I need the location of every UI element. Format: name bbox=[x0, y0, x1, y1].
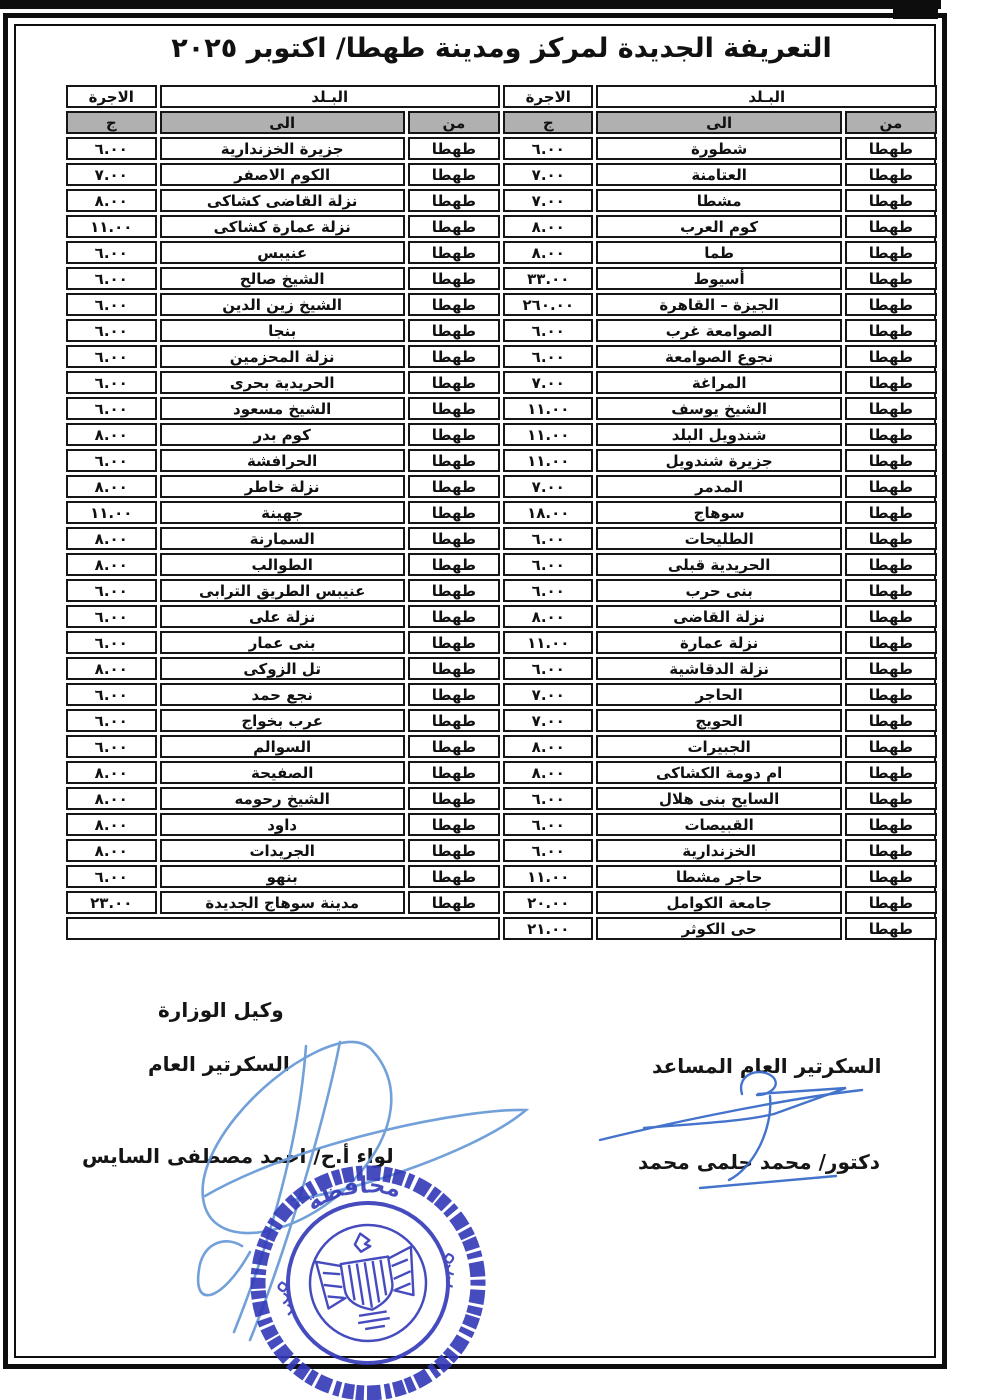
origin-cell: طهطا bbox=[408, 241, 500, 264]
destination-cell: المراغة bbox=[596, 371, 841, 394]
origin-cell: طهطا bbox=[845, 917, 937, 940]
origin-cell: طهطا bbox=[845, 137, 937, 160]
origin-cell: طهطا bbox=[845, 865, 937, 888]
from-header-left: من bbox=[408, 111, 500, 134]
fare-cell: ٨.٠٠ bbox=[66, 657, 157, 680]
destination-cell: السمارنة bbox=[160, 527, 405, 550]
destination-cell: الحريدية قبلى bbox=[596, 553, 841, 576]
origin-cell: طهطا bbox=[408, 553, 500, 576]
origin-cell: طهطا bbox=[408, 891, 500, 914]
origin-cell: طهطا bbox=[408, 397, 500, 420]
fare-cell: ١١.٠٠ bbox=[503, 865, 593, 888]
destination-cell: نزلة الدقاشية bbox=[596, 657, 841, 680]
fare-cell: ٨.٠٠ bbox=[66, 787, 157, 810]
origin-cell: طهطا bbox=[845, 657, 937, 680]
fare-cell: ٨.٠٠ bbox=[503, 735, 593, 758]
origin-cell: طهطا bbox=[408, 345, 500, 368]
origin-cell: طهطا bbox=[408, 657, 500, 680]
destination-cell: السايح بنى هلال bbox=[596, 787, 841, 810]
fare-cell: ٦.٠٠ bbox=[503, 137, 593, 160]
origin-cell: طهطا bbox=[845, 761, 937, 784]
table-row bbox=[66, 189, 937, 212]
undersecretary-title: وكيل الوزارة bbox=[158, 998, 284, 1022]
destination-cell: بنجا bbox=[160, 319, 405, 342]
fare-cell: ٧.٠٠ bbox=[66, 163, 157, 186]
destination-cell: داود bbox=[160, 813, 405, 836]
fare-cell: ٨.٠٠ bbox=[503, 241, 593, 264]
table-row bbox=[66, 735, 937, 758]
destination-cell: عنيبس bbox=[160, 241, 405, 264]
destination-cell: الجبيرات bbox=[596, 735, 841, 758]
destination-cell: نزلة خاطر bbox=[160, 475, 405, 498]
destination-cell: نزلة عمارة كشاكى bbox=[160, 215, 405, 238]
fare-cell: ١١.٠٠ bbox=[503, 449, 593, 472]
table-row bbox=[66, 397, 937, 420]
fare-cell: ٦.٠٠ bbox=[66, 397, 157, 420]
fare-cell: ٦.٠٠ bbox=[66, 579, 157, 602]
table-row bbox=[66, 683, 937, 706]
destination-cell: السوالم bbox=[160, 735, 405, 758]
fare-cell: ١١.٠٠ bbox=[66, 501, 157, 524]
origin-cell: طهطا bbox=[408, 579, 500, 602]
origin-cell: طهطا bbox=[408, 683, 500, 706]
origin-cell: طهطا bbox=[408, 163, 500, 186]
destination-cell: الشيخ صالح bbox=[160, 267, 405, 290]
fare-cell: ٦.٠٠ bbox=[66, 449, 157, 472]
fare-cell: ٨.٠٠ bbox=[66, 761, 157, 784]
destination-cell: كوم العرب bbox=[596, 215, 841, 238]
destination-cell: نجوع الصوامعة bbox=[596, 345, 841, 368]
fare-cell: ٨.٠٠ bbox=[66, 839, 157, 862]
assistant-secretary-name: دكتور/ محمد حلمى محمد bbox=[638, 1150, 881, 1174]
secretary-general-title: السكرتير العام bbox=[148, 1052, 290, 1076]
origin-cell: طهطا bbox=[845, 631, 937, 654]
unit-header-right: ج bbox=[503, 111, 593, 134]
fare-cell: ٦.٠٠ bbox=[66, 371, 157, 394]
table-row bbox=[66, 839, 937, 862]
destination-cell: الحريدية بحرى bbox=[160, 371, 405, 394]
origin-cell: طهطا bbox=[845, 345, 937, 368]
fare-cell: ٨.٠٠ bbox=[66, 189, 157, 212]
origin-cell: طهطا bbox=[408, 475, 500, 498]
fare-cell: ٦.٠٠ bbox=[66, 631, 157, 654]
fare-cell: ١٨.٠٠ bbox=[503, 501, 593, 524]
destination-cell: مشطا bbox=[596, 189, 841, 212]
destination-cell: نجع حمد bbox=[160, 683, 405, 706]
table-row bbox=[66, 865, 937, 888]
destination-cell: بنى حرب bbox=[596, 579, 841, 602]
destination-cell: جزيرة الخزندارية bbox=[160, 137, 405, 160]
destination-cell: الشيخ رحومه bbox=[160, 787, 405, 810]
fare-cell: ١١.٠٠ bbox=[503, 631, 593, 654]
destination-cell: جهينة bbox=[160, 501, 405, 524]
table-row bbox=[66, 319, 937, 342]
origin-cell: طهطا bbox=[408, 865, 500, 888]
fare-cell: ٦.٠٠ bbox=[503, 345, 593, 368]
destination-cell: الكوم الاصفر bbox=[160, 163, 405, 186]
table-row bbox=[66, 813, 937, 836]
origin-cell: طهطا bbox=[408, 787, 500, 810]
destination-cell: الجيزة – القاهرة bbox=[596, 293, 841, 316]
destination-cell: نزلة القاضى كشاكى bbox=[160, 189, 405, 212]
origin-cell: طهطا bbox=[845, 501, 937, 524]
fare-cell: ٦.٠٠ bbox=[503, 553, 593, 576]
fare-cell: ١١.٠٠ bbox=[66, 215, 157, 238]
origin-cell: طهطا bbox=[845, 839, 937, 862]
destination-cell: الصوامعة غرب bbox=[596, 319, 841, 342]
table-row bbox=[66, 917, 937, 940]
fare-cell: ٦.٠٠ bbox=[66, 735, 157, 758]
destination-cell: بنهو bbox=[160, 865, 405, 888]
fare-cell: ٦.٠٠ bbox=[66, 683, 157, 706]
table-row bbox=[66, 267, 937, 290]
table-row bbox=[66, 657, 937, 680]
fare-cell: ٧.٠٠ bbox=[503, 475, 593, 498]
table-row bbox=[66, 163, 937, 186]
destination-cell: العتامنة bbox=[596, 163, 841, 186]
fare-cell: ٦.٠٠ bbox=[66, 605, 157, 628]
origin-cell: طهطا bbox=[845, 163, 937, 186]
destination-cell: شطورة bbox=[596, 137, 841, 160]
origin-cell: طهطا bbox=[845, 241, 937, 264]
fare-cell: ٦.٠٠ bbox=[66, 865, 157, 888]
fare-cell: ٨.٠٠ bbox=[503, 761, 593, 784]
origin-cell: طهطا bbox=[408, 267, 500, 290]
table-row bbox=[66, 293, 937, 316]
fare-cell: ٦.٠٠ bbox=[503, 319, 593, 342]
origin-cell: طهطا bbox=[408, 449, 500, 472]
destination-cell: تل الزوكى bbox=[160, 657, 405, 680]
table-row bbox=[66, 761, 937, 784]
fare-cell: ٢٠.٠٠ bbox=[503, 891, 593, 914]
country-header-right: البـلد bbox=[596, 85, 937, 108]
to-header-left: الى bbox=[160, 111, 405, 134]
destination-cell: نزلة على bbox=[160, 605, 405, 628]
fare-cell: ٢١.٠٠ bbox=[503, 917, 593, 940]
table-row bbox=[66, 709, 937, 732]
fare-cell: ٦.٠٠ bbox=[503, 579, 593, 602]
origin-cell: طهطا bbox=[845, 319, 937, 342]
fare-cell: ٦.٠٠ bbox=[503, 657, 593, 680]
origin-cell: طهطا bbox=[845, 683, 937, 706]
fare-cell: ٨.٠٠ bbox=[66, 423, 157, 446]
destination-cell: مدينة سوهاج الجديدة bbox=[160, 891, 405, 914]
origin-cell: طهطا bbox=[408, 709, 500, 732]
fare-cell: ٦.٠٠ bbox=[66, 319, 157, 342]
destination-cell: الحويج bbox=[596, 709, 841, 732]
destination-cell: جامعة الكوامل bbox=[596, 891, 841, 914]
origin-cell: طهطا bbox=[845, 371, 937, 394]
origin-cell: طهطا bbox=[408, 215, 500, 238]
destination-cell: جزيرة شندويل bbox=[596, 449, 841, 472]
origin-cell: طهطا bbox=[845, 475, 937, 498]
table-row bbox=[66, 631, 937, 654]
fare-cell: ٦.٠٠ bbox=[503, 813, 593, 836]
empty-cell bbox=[66, 917, 500, 940]
destination-cell: الشيخ مسعود bbox=[160, 397, 405, 420]
table-row bbox=[66, 527, 937, 550]
origin-cell: طهطا bbox=[845, 579, 937, 602]
fare-cell: ٦.٠٠ bbox=[503, 787, 593, 810]
fare-header-right: الاجرة bbox=[503, 85, 593, 108]
destination-cell: الصفيحة bbox=[160, 761, 405, 784]
fare-cell: ٦.٠٠ bbox=[66, 293, 157, 316]
origin-cell: طهطا bbox=[845, 553, 937, 576]
origin-cell: طهطا bbox=[408, 527, 500, 550]
fare-cell: ٧.٠٠ bbox=[503, 189, 593, 212]
origin-cell: طهطا bbox=[845, 605, 937, 628]
table-row bbox=[66, 345, 937, 368]
origin-cell: طهطا bbox=[845, 293, 937, 316]
origin-cell: طهطا bbox=[408, 423, 500, 446]
origin-cell: طهطا bbox=[845, 215, 937, 238]
origin-cell: طهطا bbox=[845, 423, 937, 446]
from-header-right: من bbox=[845, 111, 937, 134]
fare-table bbox=[63, 82, 940, 943]
fare-header-left: الاجرة bbox=[66, 85, 157, 108]
table-row bbox=[66, 423, 937, 446]
fare-cell: ٦.٠٠ bbox=[66, 267, 157, 290]
origin-cell: طهطا bbox=[408, 813, 500, 836]
origin-cell: طهطا bbox=[408, 605, 500, 628]
country-header-left: البـلد bbox=[160, 85, 501, 108]
table-row bbox=[66, 449, 937, 472]
assistant-secretary-title: السكرتير العام المساعد bbox=[652, 1054, 882, 1078]
fare-cell: ٦.٠٠ bbox=[66, 137, 157, 160]
fare-cell: ٣٣.٠٠ bbox=[503, 267, 593, 290]
destination-cell: سوهاج bbox=[596, 501, 841, 524]
fare-cell: ١١.٠٠ bbox=[503, 423, 593, 446]
table-row bbox=[66, 137, 937, 160]
fare-cell: ٢٦٠.٠٠ bbox=[503, 293, 593, 316]
fare-cell: ٧.٠٠ bbox=[503, 371, 593, 394]
table-row bbox=[66, 605, 937, 628]
origin-cell: طهطا bbox=[845, 891, 937, 914]
destination-cell: طما bbox=[596, 241, 841, 264]
table-row bbox=[66, 891, 937, 914]
table-row bbox=[66, 553, 937, 576]
destination-cell: أسيوط bbox=[596, 267, 841, 290]
destination-cell: الحاجر bbox=[596, 683, 841, 706]
to-header-right: الى bbox=[596, 111, 841, 134]
fare-cell: ٨.٠٠ bbox=[503, 215, 593, 238]
scan-edge-bar bbox=[0, 0, 941, 9]
table-row bbox=[66, 475, 937, 498]
destination-cell: عرب بخواج bbox=[160, 709, 405, 732]
destination-cell: الشيخ زين الدين bbox=[160, 293, 405, 316]
origin-cell: طهطا bbox=[408, 839, 500, 862]
destination-cell: الطليحات bbox=[596, 527, 841, 550]
origin-cell: طهطا bbox=[408, 293, 500, 316]
destination-cell: حاجر مشطا bbox=[596, 865, 841, 888]
table-row bbox=[66, 579, 937, 602]
fare-cell: ٢٣.٠٠ bbox=[66, 891, 157, 914]
table-row bbox=[66, 215, 937, 238]
stamp-top-text: محافظة bbox=[301, 1172, 404, 1217]
fare-table-body bbox=[66, 137, 937, 940]
secretary-general-name: لواء أ.ح/ احمد مصطفى السايس bbox=[82, 1144, 394, 1168]
destination-cell: شندويل البلد bbox=[596, 423, 841, 446]
destination-cell: نزلة المحزمين bbox=[160, 345, 405, 368]
table-row bbox=[66, 501, 937, 524]
fare-cell: ٦.٠٠ bbox=[66, 709, 157, 732]
destination-cell: عنيبس الطريق الترابى bbox=[160, 579, 405, 602]
destination-cell: كوم بدر bbox=[160, 423, 405, 446]
fare-cell: ٨.٠٠ bbox=[503, 605, 593, 628]
destination-cell: الجريدات bbox=[160, 839, 405, 862]
destination-cell: الشيخ يوسف bbox=[596, 397, 841, 420]
table-row bbox=[66, 241, 937, 264]
fare-cell: ٨.٠٠ bbox=[66, 475, 157, 498]
table-row bbox=[66, 371, 937, 394]
fare-cell: ٨.٠٠ bbox=[66, 527, 157, 550]
origin-cell: طهطا bbox=[845, 267, 937, 290]
origin-cell: طهطا bbox=[845, 813, 937, 836]
fare-cell: ٦.٠٠ bbox=[503, 527, 593, 550]
fare-cell: ٧.٠٠ bbox=[503, 163, 593, 186]
fare-cell: ٨.٠٠ bbox=[66, 813, 157, 836]
origin-cell: طهطا bbox=[408, 501, 500, 524]
origin-cell: طهطا bbox=[408, 137, 500, 160]
origin-cell: طهطا bbox=[408, 371, 500, 394]
origin-cell: طهطا bbox=[845, 449, 937, 472]
origin-cell: طهطا bbox=[845, 397, 937, 420]
destination-cell: الحرافشة bbox=[160, 449, 405, 472]
unit-header-left: ج bbox=[66, 111, 157, 134]
destination-cell: المدمر bbox=[596, 475, 841, 498]
origin-cell: طهطا bbox=[845, 787, 937, 810]
origin-cell: طهطا bbox=[408, 319, 500, 342]
destination-cell: القبيصات bbox=[596, 813, 841, 836]
origin-cell: طهطا bbox=[845, 735, 937, 758]
fare-cell: ٦.٠٠ bbox=[66, 345, 157, 368]
origin-cell: طهطا bbox=[408, 189, 500, 212]
fare-cell: ٧.٠٠ bbox=[503, 683, 593, 706]
fare-cell: ٨.٠٠ bbox=[66, 553, 157, 576]
origin-cell: طهطا bbox=[845, 189, 937, 212]
header-row-sub bbox=[66, 111, 937, 134]
fare-cell: ٦.٠٠ bbox=[503, 839, 593, 862]
origin-cell: طهطا bbox=[408, 631, 500, 654]
destination-cell: الطوالب bbox=[160, 553, 405, 576]
destination-cell: نزلة القاضى bbox=[596, 605, 841, 628]
origin-cell: طهطا bbox=[845, 527, 937, 550]
destination-cell: نزلة عمارة bbox=[596, 631, 841, 654]
origin-cell: طهطا bbox=[408, 761, 500, 784]
header-row-main bbox=[66, 85, 937, 108]
fare-cell: ١١.٠٠ bbox=[503, 397, 593, 420]
page-title: التعريفة الجديدة لمركز ومدينة طهطا/ اكتوبر ٢٠٢٥ bbox=[171, 33, 832, 64]
fare-cell: ٧.٠٠ bbox=[503, 709, 593, 732]
destination-cell: الخزندارية bbox=[596, 839, 841, 862]
origin-cell: طهطا bbox=[408, 735, 500, 758]
table-row bbox=[66, 787, 937, 810]
destination-cell: ام دومة الكشاكى bbox=[596, 761, 841, 784]
fare-cell: ٦.٠٠ bbox=[66, 241, 157, 264]
origin-cell: طهطا bbox=[845, 709, 937, 732]
destination-cell: بنى عمار bbox=[160, 631, 405, 654]
destination-cell: حى الكوثر bbox=[596, 917, 841, 940]
